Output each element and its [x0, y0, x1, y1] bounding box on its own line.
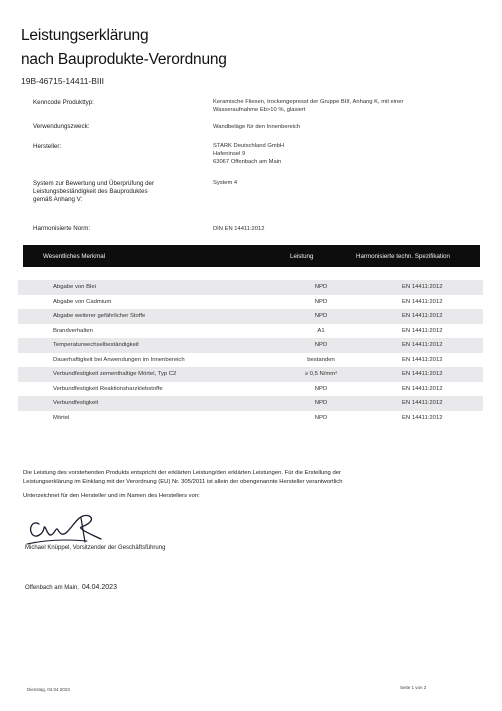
- table-row: [18, 338, 483, 353]
- prop-value-system: System 4: [213, 180, 238, 186]
- cell-leistung: NPD: [314, 400, 328, 406]
- table-body: [18, 280, 483, 425]
- prop-value-hersteller: [213, 142, 448, 166]
- system-label-line: Leistungsbeständigkeit des Bauproduktes: [33, 188, 148, 195]
- prop-label-kenncode: Kenncode Produkttyp:: [33, 99, 94, 106]
- signer-name: Michael Knüppel, Vorsitzender der Geschäftsführung: [25, 545, 166, 551]
- cell-leistung: NPD: [314, 414, 328, 421]
- column-header-spezifikation: Harmonisierte techn. Spezifikation: [356, 253, 450, 260]
- table-row: [18, 324, 483, 339]
- table-header: [23, 245, 480, 267]
- cell-merkmal: Mörtel: [53, 414, 70, 421]
- cell-spezifikation: EN 14411:2012: [402, 371, 443, 377]
- place-date: [25, 584, 117, 591]
- cell-leistung: NPD: [314, 298, 328, 305]
- prop-label-norm: Harmonisierte Norm:: [33, 225, 91, 232]
- column-header-merkmal: Wesentliches Merkmal: [43, 253, 106, 260]
- cell-merkmal: Verbundfestigkeit zementhaltige Mörtel, Typ C2: [53, 371, 177, 377]
- declaration-statement: [23, 469, 463, 486]
- system-label-line: gemäß Anhang V:: [33, 196, 83, 203]
- cell-merkmal: Verbundfestigkeit: [53, 400, 99, 406]
- cell-spezifikation: EN 14411:2012: [402, 356, 443, 363]
- prop-label-hersteller: Hersteller:: [33, 143, 62, 150]
- cell-leistung: NPD: [314, 313, 328, 319]
- cell-merkmal: Abgabe von Cadmium: [53, 298, 112, 305]
- doc-title-line1: Leistungserklärung: [21, 27, 149, 44]
- cell-merkmal: Abgabe von Blei: [53, 284, 96, 290]
- system-label-line: System zur Bewertung und Überprüfung der: [33, 180, 155, 187]
- cell-spezifikation: EN 14411:2012: [402, 414, 443, 421]
- cell-spezifikation: EN 14411:2012: [402, 313, 443, 319]
- cell-spezifikation: EN 14411:2012: [402, 400, 443, 406]
- prop-label-system: [33, 180, 154, 204]
- cell-leistung: bestanden: [307, 356, 335, 363]
- table-row: [18, 280, 483, 295]
- cell-leistung: NPD: [314, 385, 328, 392]
- page-number: Seite 1 von 2: [400, 685, 427, 690]
- cell-leistung: A1: [317, 327, 325, 334]
- table-row: [18, 396, 483, 411]
- hersteller-line: Hafeninsel 9: [213, 151, 246, 157]
- table-row: [18, 309, 483, 324]
- doc-title-line2: nach Bauprodukte-Verordnung: [21, 51, 227, 68]
- place: Offenbach am Main,: [25, 585, 79, 591]
- cell-spezifikation: EN 14411:2012: [402, 327, 443, 334]
- prop-label-verwendungszweck: Verwendungszweck:: [33, 123, 90, 130]
- cell-leistung: NPD: [314, 342, 328, 348]
- cell-merkmal: Verbundfestigkeit Reaktionsharzklebstoffe: [53, 385, 163, 392]
- cell-spezifikation: EN 14411:2012: [402, 298, 443, 305]
- table-row: [18, 295, 483, 310]
- table-row: [18, 382, 483, 397]
- doc-number: 19B-46715-14411-BIII: [21, 76, 105, 86]
- footer-date: Dienstag, 04.04.2023: [27, 687, 70, 692]
- table-row: [18, 353, 483, 368]
- hersteller-line: 63067 Offenbach am Main: [213, 159, 282, 165]
- cell-merkmal: Dauerhaftigkeit bei Anwendungen im Innenbereich: [53, 356, 185, 363]
- cell-merkmal: Temperaturwechselbeständigkeit: [53, 342, 139, 348]
- cell-spezifikation: EN 14411:2012: [402, 342, 443, 348]
- prop-value-norm: DIN EN 14411:2012: [213, 226, 265, 232]
- table-row: [18, 411, 483, 426]
- statement-line: Die Leistung des vorstehenden Produkts entspricht der erklärten Leistung/den erklärten Leistungen. Für die Erstellung der: [23, 470, 341, 476]
- sign-date: 04.04.2023: [81, 584, 117, 591]
- prop-value-verwendungszweck: Wandbeläge für den Innenbereich: [213, 124, 301, 130]
- hersteller-line: STARK Deutschland GmbH: [213, 143, 285, 149]
- cell-merkmal: Brandverhalten: [53, 327, 93, 334]
- statement-line: Leistungserklärung im Einklang mit der Verordnung (EU) Nr. 305/2011 ist allein der obengenannte Hersteller verantwortlich: [23, 478, 343, 485]
- signed-by-text: Unterzeichnet für den Hersteller und im Namen des Herstellers von:: [23, 493, 200, 499]
- table-row: [18, 367, 483, 382]
- cell-spezifikation: EN 14411:2012: [402, 385, 443, 392]
- cell-leistung: ≥ 0,5 N/mm²: [304, 371, 338, 377]
- cell-merkmal: Abgabe weiterer gefährlicher Stoffe: [53, 313, 146, 319]
- prop-value-kenncode: Keramische Fliesen, trockengepresst der Gruppe BIII, Anhang K, mit einer Wasseraufnahme Eb>10 %, glasiert: [213, 99, 404, 113]
- cell-leistung: NPD: [314, 284, 328, 290]
- cell-spezifikation: EN 14411:2012: [402, 284, 443, 290]
- column-header-leistung: Leistung: [290, 253, 314, 260]
- signature-image: [25, 506, 105, 548]
